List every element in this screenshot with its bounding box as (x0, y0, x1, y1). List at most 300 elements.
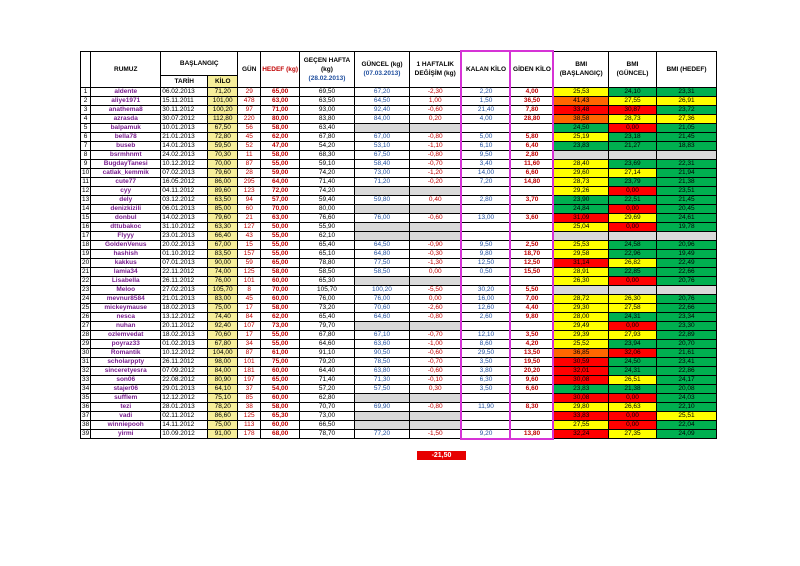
gecen-hafta-cell: 58,50 (299, 267, 354, 276)
table-row (81, 204, 717, 213)
hedef-cell: 70,00 (261, 285, 300, 294)
bmi-guncel-cell (608, 285, 656, 294)
hedef-cell: 55,00 (261, 249, 300, 258)
header-bmi-baslangic: BMI (BAŞLANGIÇ) (553, 51, 608, 87)
gecen-hafta-cell: 71,40 (299, 177, 354, 186)
gecen-hafta-cell: 93,00 (299, 105, 354, 114)
hedef-cell: 50,00 (261, 222, 300, 231)
guncel-cell: 71,20 (354, 177, 409, 186)
haftalik-cell: -5,50 (409, 285, 461, 294)
kilo-cell: 71,20 (208, 87, 238, 96)
haftalik-cell: -0,60 (409, 348, 461, 357)
tarih-cell: 31.10.2012 (161, 222, 208, 231)
guncel-cell: 58,40 (354, 159, 409, 168)
kalan-cell: 8,60 (461, 339, 510, 348)
row-number: 35 (82, 393, 90, 401)
bmi-hedef-cell (656, 150, 716, 159)
tarih-cell: 27.02.2013 (161, 285, 208, 294)
bmi-hedef-cell: 24,61 (656, 213, 716, 222)
table-row (81, 168, 717, 177)
tarih-cell: 06.01.2013 (161, 204, 208, 213)
bmi-hedef-cell: 23,51 (656, 186, 716, 195)
bmi-hedef-cell: 23,30 (656, 321, 716, 330)
bmi-guncel-cell: 22,51 (608, 195, 656, 204)
bmi-baslangic-cell: 32,24 (553, 429, 608, 439)
kalan-cell (461, 186, 510, 195)
hedef-cell: 55,00 (261, 231, 300, 240)
kilo-cell: 84,00 (208, 366, 238, 375)
bmi-guncel-cell: 29,69 (608, 213, 656, 222)
row-number: 19 (82, 249, 90, 257)
gecen-hafta-cell: 79,70 (299, 321, 354, 330)
kilo-cell: 75,00 (208, 420, 238, 429)
hedef-cell: 63,00 (261, 96, 300, 105)
table-row (81, 312, 717, 321)
bmi-hedef-cell: 23,72 (656, 105, 716, 114)
giden-cell: 15,50 (510, 267, 553, 276)
gecen-hafta-cell: 73,00 (299, 411, 354, 420)
bmi-hedef-cell: 21,61 (656, 348, 716, 357)
bmi-hedef-cell: 20,45 (656, 204, 716, 213)
giden-cell: 5,80 (510, 132, 553, 141)
kalan-cell: 3,50 (461, 384, 510, 393)
gun-cell: 178 (238, 429, 261, 439)
row-number: 20 (82, 258, 90, 266)
kilo-cell: 100,20 (208, 105, 238, 114)
kilo-cell: 101,00 (208, 96, 238, 105)
guncel-cell: 67,20 (354, 87, 409, 96)
spreadsheet (80, 50, 717, 440)
guncel-cell (354, 222, 409, 231)
table-row (81, 105, 717, 114)
gun-cell: 85 (238, 393, 261, 402)
haftalik-cell: 0,20 (409, 114, 461, 123)
bmi-baslangic-cell: 28,00 (553, 312, 608, 321)
kilo-cell: 67,00 (208, 240, 238, 249)
haftalik-cell (409, 276, 461, 285)
kalan-cell: 2,60 (461, 312, 510, 321)
kilo-cell: 76,00 (208, 276, 238, 285)
bmi-baslangic-cell: 31,09 (553, 213, 608, 222)
kilo-cell: 67,50 (208, 123, 238, 132)
bmi-baslangic-cell: 29,49 (553, 321, 608, 330)
giden-cell: 3,60 (510, 213, 553, 222)
haftalik-cell: 1,00 (409, 96, 461, 105)
gun-cell: 34 (238, 339, 261, 348)
bmi-baslangic-cell: 28,40 (553, 159, 608, 168)
haftalik-cell (409, 204, 461, 213)
kalan-cell (461, 276, 510, 285)
rumuz-cell: nuhan (91, 321, 161, 330)
kalan-cell: 14,00 (461, 168, 510, 177)
table-row (81, 267, 717, 276)
gun-cell: 101 (238, 357, 261, 366)
rumuz-cell: stajer06 (91, 384, 161, 393)
guncel-cell (354, 231, 409, 240)
row-number: 34 (82, 384, 90, 392)
haftalik-cell (409, 393, 461, 402)
bmi-hedef-cell: 21,45 (656, 132, 716, 141)
bmi-guncel-cell: 0,00 (608, 123, 656, 132)
guncel-cell: 77,20 (354, 429, 409, 439)
bmi-baslangic-cell: 41,43 (553, 96, 608, 105)
kilo-cell: 70,30 (208, 150, 238, 159)
bmi-hedef-cell: 21,38 (656, 177, 716, 186)
kalan-cell: 6,30 (461, 375, 510, 384)
kalan-cell: 13,00 (461, 213, 510, 222)
kalan-cell (461, 231, 510, 240)
rumuz-cell: dttubakoc (91, 222, 161, 231)
kalan-cell: 9,80 (461, 249, 510, 258)
giden-cell: 2,80 (510, 150, 553, 159)
guncel-cell: 73,00 (354, 168, 409, 177)
rumuz-cell: scholarppty (91, 357, 161, 366)
header-guncel-label: GÜNCEL (kg) (361, 61, 403, 68)
gun-cell: 17 (238, 330, 261, 339)
row-number: 39 (82, 429, 90, 437)
rumuz-cell: balpamuk (91, 123, 161, 132)
hedef-cell: 60,00 (261, 276, 300, 285)
haftalik-cell: -0,80 (409, 402, 461, 411)
rumuz-cell: denizkizili (91, 204, 161, 213)
haftalik-cell: -0,70 (409, 159, 461, 168)
gecen-hafta-cell: 78,70 (299, 429, 354, 439)
bmi-hedef-cell: 20,08 (656, 384, 716, 393)
gun-cell: 197 (238, 375, 261, 384)
bmi-guncel-cell: 27,35 (608, 429, 656, 439)
bmi-baslangic-cell: 23,83 (553, 141, 608, 150)
table-row (81, 96, 717, 105)
gun-cell: 87 (238, 159, 261, 168)
gecen-hafta-cell: 66,50 (299, 420, 354, 429)
hedef-cell: 55,00 (261, 330, 300, 339)
gun-cell: 87 (238, 348, 261, 357)
kalan-cell: 12,10 (461, 330, 510, 339)
guncel-cell (354, 123, 409, 132)
bmi-hedef-cell: 19,78 (656, 222, 716, 231)
tarih-cell: 14.02.2013 (161, 213, 208, 222)
table-row (81, 411, 717, 420)
gun-cell: 29 (238, 87, 261, 96)
table-row (81, 339, 717, 348)
hedef-cell: 72,00 (261, 186, 300, 195)
bmi-baslangic-cell: 23,90 (553, 195, 608, 204)
bmi-baslangic-cell: 25,53 (553, 240, 608, 249)
bmi-guncel-cell: 21,27 (608, 141, 656, 150)
kilo-cell: 74,40 (208, 312, 238, 321)
kilo-cell: 104,00 (208, 348, 238, 357)
haftalik-cell: -0,70 (409, 330, 461, 339)
guncel-cell (354, 186, 409, 195)
row-number: 33 (82, 375, 90, 383)
gecen-hafta-cell: 68,30 (299, 150, 354, 159)
bmi-hedef-cell: 22,10 (656, 402, 716, 411)
giden-cell: 6,60 (510, 168, 553, 177)
gun-cell: 113 (238, 420, 261, 429)
bmi-baslangic-cell: 28,73 (553, 177, 608, 186)
kilo-cell: 91,00 (208, 429, 238, 439)
hedef-cell: 65,30 (261, 411, 300, 420)
tarih-cell: 10.12.2012 (161, 159, 208, 168)
rumuz-cell: azrasda (91, 114, 161, 123)
gun-cell: 84 (238, 312, 261, 321)
table-row (81, 240, 717, 249)
bmi-baslangic-cell: 25,52 (553, 339, 608, 348)
table-row (81, 357, 717, 366)
kilo-cell: 92,40 (208, 321, 238, 330)
table-row (81, 195, 717, 204)
header-blank (81, 51, 91, 87)
table-row (81, 87, 717, 96)
bmi-guncel-cell: 24,31 (608, 366, 656, 375)
guncel-cell: 53,10 (354, 141, 409, 150)
guncel-cell: 64,50 (354, 240, 409, 249)
kalan-cell: 3,40 (461, 159, 510, 168)
row-number: 38 (82, 420, 90, 428)
hedef-cell: 60,00 (261, 393, 300, 402)
giden-cell: 19,50 (510, 357, 553, 366)
kilo-cell: 67,80 (208, 339, 238, 348)
kalan-cell: 3,80 (461, 366, 510, 375)
kilo-cell: 90,00 (208, 258, 238, 267)
gecen-hafta-cell: 65,30 (299, 276, 354, 285)
bmi-baslangic-cell: 29,80 (553, 402, 608, 411)
rumuz-cell: anathema8 (91, 105, 161, 114)
tarih-cell: 21.01.2013 (161, 132, 208, 141)
giden-cell (510, 123, 553, 132)
gun-cell: 123 (238, 186, 261, 195)
bmi-guncel-cell: 26,63 (608, 402, 656, 411)
giden-cell: 9,80 (510, 312, 553, 321)
giden-cell: 18,70 (510, 249, 553, 258)
giden-cell: 3,70 (510, 195, 553, 204)
hedef-cell: 70,00 (261, 204, 300, 213)
tarih-cell: 18.02.2013 (161, 303, 208, 312)
haftalik-cell: 0,30 (409, 384, 461, 393)
guncel-cell: 76,00 (354, 213, 409, 222)
rumuz-cell: Meloo (91, 285, 161, 294)
guncel-cell (354, 276, 409, 285)
haftalik-cell (409, 123, 461, 132)
hedef-cell: 63,00 (261, 213, 300, 222)
row-number: 3 (81, 105, 91, 114)
gecen-hafta-cell: 62,80 (299, 393, 354, 402)
row-number: 6 (81, 132, 91, 141)
bmi-guncel-cell: 32,06 (608, 348, 656, 357)
table-row (81, 420, 717, 429)
bmi-hedef-cell: 22,04 (656, 420, 716, 429)
haftalik-cell (409, 420, 461, 429)
bmi-baslangic-cell: 29,26 (553, 186, 608, 195)
bmi-hedef-cell: 22,49 (656, 258, 716, 267)
guncel-cell: 67,50 (354, 150, 409, 159)
kilo-cell: 89,60 (208, 186, 238, 195)
gun-cell: 15 (238, 240, 261, 249)
guncel-cell: 71,30 (354, 375, 409, 384)
gecen-hafta-cell: 59,10 (299, 159, 354, 168)
giden-cell: 36,50 (510, 96, 553, 105)
bmi-baslangic-cell: 25,53 (553, 87, 608, 96)
giden-cell: 9,60 (510, 375, 553, 384)
bmi-hedef-cell: 21,94 (656, 168, 716, 177)
bmi-guncel-cell: 23,79 (608, 177, 656, 186)
rumuz-cell: sinceretyesra (91, 366, 161, 375)
table-row (81, 303, 717, 312)
giden-cell: 28,80 (510, 114, 553, 123)
rumuz-cell: sufflem (91, 393, 161, 402)
gecen-hafta-cell: 74,20 (299, 168, 354, 177)
gun-cell: 97 (238, 105, 261, 114)
rumuz-cell: mickeymause (91, 303, 161, 312)
guncel-cell (354, 420, 409, 429)
haftalik-cell: -0,70 (409, 357, 461, 366)
bmi-baslangic-cell: 38,58 (553, 114, 608, 123)
giden-cell (510, 276, 553, 285)
guncel-cell (354, 393, 409, 402)
giden-cell: 14,80 (510, 177, 553, 186)
kalan-cell (461, 420, 510, 429)
kilo-cell: 74,00 (208, 267, 238, 276)
bmi-guncel-cell: 26,51 (608, 375, 656, 384)
hedef-cell: 60,00 (261, 420, 300, 429)
hedef-cell: 73,00 (261, 321, 300, 330)
bmi-guncel-cell (608, 150, 656, 159)
bmi-hedef-cell: 24,03 (656, 393, 716, 402)
bmi-baslangic-cell: 33,48 (553, 105, 608, 114)
row-number: 15 (82, 213, 90, 221)
giden-cell: 13,50 (510, 348, 553, 357)
hedef-cell: 65,00 (261, 87, 300, 96)
table-row (81, 186, 717, 195)
bmi-hedef-cell: 27,36 (656, 114, 716, 123)
gun-cell: 125 (238, 267, 261, 276)
giden-cell (510, 321, 553, 330)
guncel-cell: 90,50 (354, 348, 409, 357)
giden-cell (510, 411, 553, 420)
gun-cell: 295 (238, 177, 261, 186)
table-row (81, 348, 717, 357)
bmi-guncel-cell: 24,31 (608, 312, 656, 321)
tarih-cell: 10.09.2012 (161, 429, 208, 439)
bmi-hedef-cell (656, 231, 716, 240)
row-number: 11 (82, 177, 89, 185)
kalan-cell: 2,80 (461, 195, 510, 204)
table-row (81, 384, 717, 393)
giden-cell: 2,50 (510, 240, 553, 249)
kilo-cell: 75,00 (208, 303, 238, 312)
rumuz-cell: Romantik (91, 348, 161, 357)
bmi-guncel-cell: 28,73 (608, 114, 656, 123)
hedef-cell: 65,00 (261, 375, 300, 384)
header-giden: GİDEN KİLO (510, 51, 553, 87)
gun-cell: 127 (238, 222, 261, 231)
bmi-hedef-cell: 18,83 (656, 141, 716, 150)
tarih-cell: 14.11.2012 (161, 420, 208, 429)
bmi-hedef-cell: 20,70 (656, 339, 716, 348)
giden-cell: 7,80 (510, 105, 553, 114)
haftalik-cell (409, 231, 461, 240)
gun-cell: 52 (238, 141, 261, 150)
bmi-baslangic-cell: 29,30 (553, 303, 608, 312)
guncel-cell: 67,10 (354, 330, 409, 339)
gecen-hafta-cell: 78,80 (299, 258, 354, 267)
haftalik-cell: -1,00 (409, 339, 461, 348)
haftalik-cell (409, 186, 461, 195)
bmi-guncel-cell: 27,14 (608, 168, 656, 177)
tarih-cell: 07.09.2012 (161, 366, 208, 375)
row-number: 13 (82, 195, 90, 203)
table-row (81, 321, 717, 330)
bmi-baslangic-cell: 31,14 (553, 258, 608, 267)
kalan-cell: 12,60 (461, 303, 510, 312)
giden-cell (510, 393, 553, 402)
row-number: 14 (82, 204, 90, 212)
guncel-cell: 64,50 (354, 96, 409, 105)
gecen-hafta-cell: 69,50 (299, 87, 354, 96)
hedef-cell: 47,00 (261, 141, 300, 150)
gun-cell: 56 (238, 123, 261, 132)
kalan-cell: 11,90 (461, 402, 510, 411)
giden-cell: 11,60 (510, 159, 553, 168)
table-row (81, 393, 717, 402)
kalan-cell (461, 204, 510, 213)
hedef-cell: 57,00 (261, 195, 300, 204)
tarih-cell: 24.02.2013 (161, 150, 208, 159)
giden-cell: 13,80 (510, 429, 553, 439)
tarih-cell: 13.12.2012 (161, 312, 208, 321)
row-number: 37 (82, 411, 90, 419)
bmi-baslangic-cell: 29,39 (553, 330, 608, 339)
haftalik-cell: -0,10 (409, 375, 461, 384)
bmi-baslangic-cell: 30,08 (553, 393, 608, 402)
bmi-guncel-cell: 24,58 (608, 240, 656, 249)
gecen-hafta-cell: 71,40 (299, 375, 354, 384)
rumuz-cell: vadi (91, 411, 161, 420)
row-number: 5 (81, 123, 91, 132)
tarih-cell: 20.11.2012 (161, 321, 208, 330)
header-guncel-date: (07.03.2013) (363, 70, 401, 77)
bmi-guncel-cell: 24,10 (608, 87, 656, 96)
guncel-cell: 58,50 (354, 267, 409, 276)
giden-cell (510, 420, 553, 429)
tarih-cell: 14.01.2013 (161, 141, 208, 150)
hedef-cell: 58,00 (261, 303, 300, 312)
bmi-baslangic-cell: 25,04 (553, 222, 608, 231)
guncel-cell: 76,00 (354, 294, 409, 303)
hedef-cell: 58,00 (261, 123, 300, 132)
kilo-cell: 98,00 (208, 357, 238, 366)
gecen-hafta-cell: 65,10 (299, 249, 354, 258)
kalan-cell: 5,00 (461, 132, 510, 141)
row-number: 10 (82, 168, 90, 176)
bmi-baslangic-cell: 29,60 (553, 168, 608, 177)
gun-cell: 11 (238, 150, 261, 159)
header-kalan: KALAN KİLO (461, 51, 510, 87)
gun-cell: 8 (238, 285, 261, 294)
kilo-cell: 83,50 (208, 249, 238, 258)
header-hedef: HEDEF (kg) (261, 51, 300, 87)
row-number: 22 (82, 276, 90, 284)
gecen-hafta-cell: 67,80 (299, 132, 354, 141)
rumuz-cell: lamia34 (91, 267, 161, 276)
haftalik-cell: -0,20 (409, 177, 461, 186)
gecen-hafta-cell: 59,40 (299, 195, 354, 204)
kalan-cell: 2,20 (461, 87, 510, 96)
tarih-cell: 21.01.2013 (161, 294, 208, 303)
haftalik-cell: -0,90 (409, 240, 461, 249)
guncel-cell: 70,60 (354, 303, 409, 312)
bmi-baslangic-cell (553, 231, 608, 240)
